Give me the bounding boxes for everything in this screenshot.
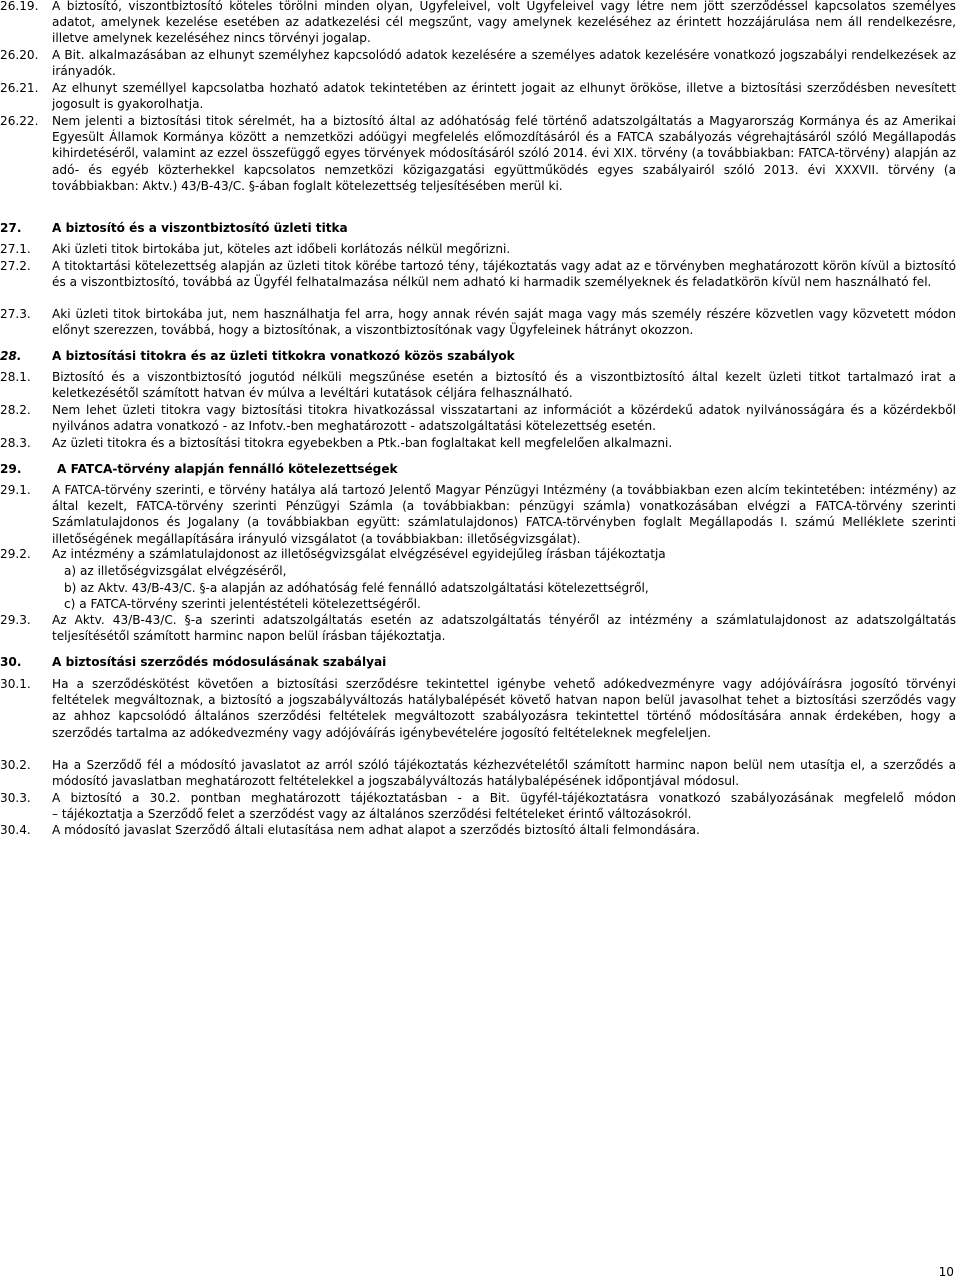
paragraph-30-2 (0, 757, 956, 789)
paragraph-text: Aki üzleti titok birtokába jut, köteles azt időbeli korlátozás nélkül megőrizni. (52, 242, 511, 256)
paragraph-30-3 (0, 790, 956, 806)
section-heading-28 (0, 348, 515, 364)
paragraph-text: Ha a Szerződő fél a módosító javaslatot az arról szóló tájékoztatás kézhezvételétől számított harminc napon belül nem utasítja el, a szerződés a módosító javaslatban meghatározott feltételekkel a jogszabályváltozás hatálybalépésének időpontjával módosul. (52, 758, 956, 789)
heading-title: A biztosítási szerződés módosulásának szabályai (52, 655, 387, 669)
paragraph-number: 27.3. (0, 307, 31, 321)
paragraph-number: 28.1. (0, 370, 31, 384)
paragraph-number: 29.2. (0, 547, 31, 561)
paragraph-text: Ha a szerződéskötést követően a biztosítási szerződésre tekintettel igénybe vehető adókedvezményre vagy adójóváírásra jogosító törvényi feltételek megváltoznak, a biztosító a jogszabályváltozás hatálybalépését követő hatvan napon belül javasolhat tehet a biztosítási szerződés vagy az ahhoz kapcsolódó általános szerződési feltételek megváltozott szabályozásra tekintettel történő módosítására annak érdekében, hogy a szerződés tartalma az adókedvezmény vagy adójóváírás igénybevételére jogosító feltételeknek megfeleljen. (52, 677, 956, 740)
paragraph-26-19 (0, 0, 956, 47)
heading-title: A biztosító és a viszontbiztosító üzleti titka (52, 221, 348, 235)
list-item: b) az Aktv. 43/B-43/C. §-a alapján az adóhatóság felé fennálló adatszolgáltatási kötelezettségről, (64, 581, 649, 595)
heading-title: A biztosítási titokra és az üzleti titkokra vonatkozó közös szabályok (52, 349, 515, 363)
paragraph-number: 29.3. (0, 613, 31, 627)
paragraph-26-22 (0, 113, 956, 194)
paragraph-continuation: – tájékoztatja a Szerződő felet a szerződést vagy az általános szerződési feltételeket érintő változásokról. (52, 807, 692, 821)
paragraph-28-2 (0, 402, 956, 434)
paragraph-text: A titoktartási kötelezettség alapján az üzleti titok körébe tartozó tény, tájékoztatás vagy adat az e törvényben meghatározott körön kívül a biztosító és a viszontbiztosító, továbbá az Ügyfél felhatalmazása nélkül nem adható ki harmadik személyeknek és feladatkörön kívül nem használható fel. (52, 259, 956, 290)
paragraph-number: 28.2. (0, 403, 31, 417)
paragraph-text: A FATCA-törvény szerinti, e törvény hatálya alá tartozó Jelentő Magyar Pénzügyi Intézmény (a továbbiakban ezen alcím tekintetében: intézmény) az által kezelt, FATCA-törvény szerinti Pénzügyi Számla (a továbbiakban: pénzügyi számla) vonatkozásában elvégzi a FATCA-törvény szerinti Számlatulajdonos és Jogalany (a továbbiakban együtt: számlatulajdonos) FATCA-törvényben foglalt Megállapodás I. számú Melléklete szerinti illetőségének megállapítására irányuló vizsgálatot (a továbbiakban: illetőségvizsgálat). (52, 483, 956, 546)
paragraph-26-21 (0, 80, 956, 112)
paragraph-text: A biztosító a 30.2. pontban meghatározott tájékoztatásban - a Bit. ügyfél-tájékoztatásra vonatkozó szabályozásának megfelelő módon (52, 791, 956, 805)
paragraph-30-1 (0, 676, 956, 741)
heading-number: 30. (0, 655, 22, 669)
paragraph-29-1 (0, 482, 956, 547)
section-heading-30 (0, 654, 386, 670)
paragraph-28-1 (0, 369, 956, 401)
heading-number: 28. (0, 349, 22, 363)
paragraph-number: 30.4. (0, 823, 31, 837)
list-item: a) az illetőségvizsgálat elvégzéséről, (64, 564, 287, 578)
paragraph-number: 30.1. (0, 677, 31, 691)
heading-number: 27. (0, 221, 22, 235)
page-number: 10 (938, 1265, 954, 1279)
section-heading-29 (0, 461, 398, 477)
section-heading-27 (0, 220, 348, 236)
paragraph-text: Az Aktv. 43/B-43/C. §-a szerinti adatszolgáltatás esetén az adatszolgáltatás tényéről az intézmény a számlatulajdonost az adatszolgáltatás teljesítésétől számított harminc napon belül írásban tájékoztatja. (52, 613, 956, 644)
paragraph-text: Nem jelenti a biztosítási titok sérelmét, ha a biztosító által az adóhatóság felé történő adatszolgáltatás a Magyarország Kormánya és az Amerikai Egyesült Államok Kormánya között a nemzetközi adóügyi megfelelés előmozdításáról és a FATCA szabályozás végrehajtásáról szóló Megállapodás kihirdetéséről, valamint az ezzel összefüggő egyes törvények módosításáról szóló 2014. évi XIX. törvény (a továbbiakban: FATCA-törvény) alapján az adó- és egyéb közterhekkel kapcsolatos nemzetközi közigazgatási együttműködés egyes szabályairól szóló 2013. évi XXXVII. törvény (a továbbiakban: Aktv.) 43/B-43/C. §-ában foglalt kötelezettség teljesítésében merül ki. (52, 114, 956, 193)
paragraph-text: Az elhunyt személlyel kapcsolatba hozható adatok tekintetében az érintett jogait az elhunyt örököse, illetve a biztosítási szerződésben nevesített jogosult is gyakorolhatja. (52, 81, 956, 112)
paragraph-29-3 (0, 612, 956, 644)
paragraph-number: 26.19. (0, 0, 39, 13)
paragraph-text: Aki üzleti titok birtokába jut, nem használhatja fel arra, hogy annak révén saját maga vagy más személy részére közvetlen vagy közvetett módon előnyt szerezzen, továbbá, hogy a biztosítónak, a viszontbiztosítónak vagy Ügyfeleinek hátrányt okozzon. (52, 307, 956, 338)
paragraph-number: 26.20. (0, 48, 39, 62)
paragraph-number: 30.3. (0, 791, 31, 805)
paragraph-30-4 (0, 822, 956, 838)
paragraph-number: 26.21. (0, 81, 39, 95)
paragraph-text: A biztosító, viszontbiztosító köteles törölni minden olyan, Ügyfeleivel, volt Ügyfeleivel vagy létre nem jött szerződéssel kapcsolatos személyes adatot, amelynek kezelése esetében az adatkezelési cél megszűnt, vagy amelynek kezeléséhez az érintett hozzájárulása nem áll rendelkezésre, illetve amelynek kezeléséhez nincs törvényi jogalap. (52, 0, 956, 46)
paragraph-27-2 (0, 258, 956, 290)
paragraph-text: A módosító javaslat Szerződő általi elutasítása nem adhat alapot a szerződés biztosító általi felmondására. (52, 823, 700, 837)
paragraph-26-20 (0, 47, 956, 79)
paragraph-text: Az üzleti titokra és a biztosítási titokra egyebekben a Ptk.-ban foglaltakat kell megfelelően alkalmazni. (52, 436, 673, 450)
paragraph-text: Nem lehet üzleti titokra vagy biztosítási titokra hivatkozással visszatartani az információt a közérdekű adatok nyilvánosságára és a közérdekből nyilvános adatra vonatkozó - az Infotv.-ben meghatározott - adatszolgáltatási kötelezettség esetén. (52, 403, 956, 434)
paragraph-number: 30.2. (0, 758, 31, 772)
paragraph-number: 29.1. (0, 483, 31, 497)
paragraph-27-3 (0, 306, 956, 338)
list-item: c) a FATCA-törvény szerinti jelentéstételi kötelezettségéről. (64, 597, 421, 611)
heading-number: 29. (0, 462, 22, 476)
paragraph-text: A Bit. alkalmazásában az elhunyt személyhez kapcsolódó adatok kezelésére a személyes adatok kezelésére vonatkozó jogszabályi rendelkezések az irányadók. (52, 48, 956, 79)
paragraph-29-2 (0, 546, 956, 562)
heading-title: A FATCA-törvény alapján fennálló kötelezettségek (57, 462, 398, 476)
paragraph-28-3 (0, 435, 956, 451)
paragraph-text: Biztosító és a viszontbiztosító jogutód nélküli megszűnése esetén a biztosító és a viszontbiztosító által kezelt üzleti titkot tartalmazó irat a keletkezésétől számított hatvan év múlva a levéltári kutatások céljára felhasználható. (52, 370, 956, 401)
paragraph-number: 27.1. (0, 242, 31, 256)
paragraph-number: 26.22. (0, 114, 39, 128)
paragraph-27-1 (0, 241, 956, 257)
paragraph-text: Az intézmény a számlatulajdonost az illetőségvizsgálat elvégzésével egyidejűleg írásban tájékoztatja (52, 547, 666, 561)
paragraph-number: 28.3. (0, 436, 31, 450)
paragraph-number: 27.2. (0, 259, 31, 273)
